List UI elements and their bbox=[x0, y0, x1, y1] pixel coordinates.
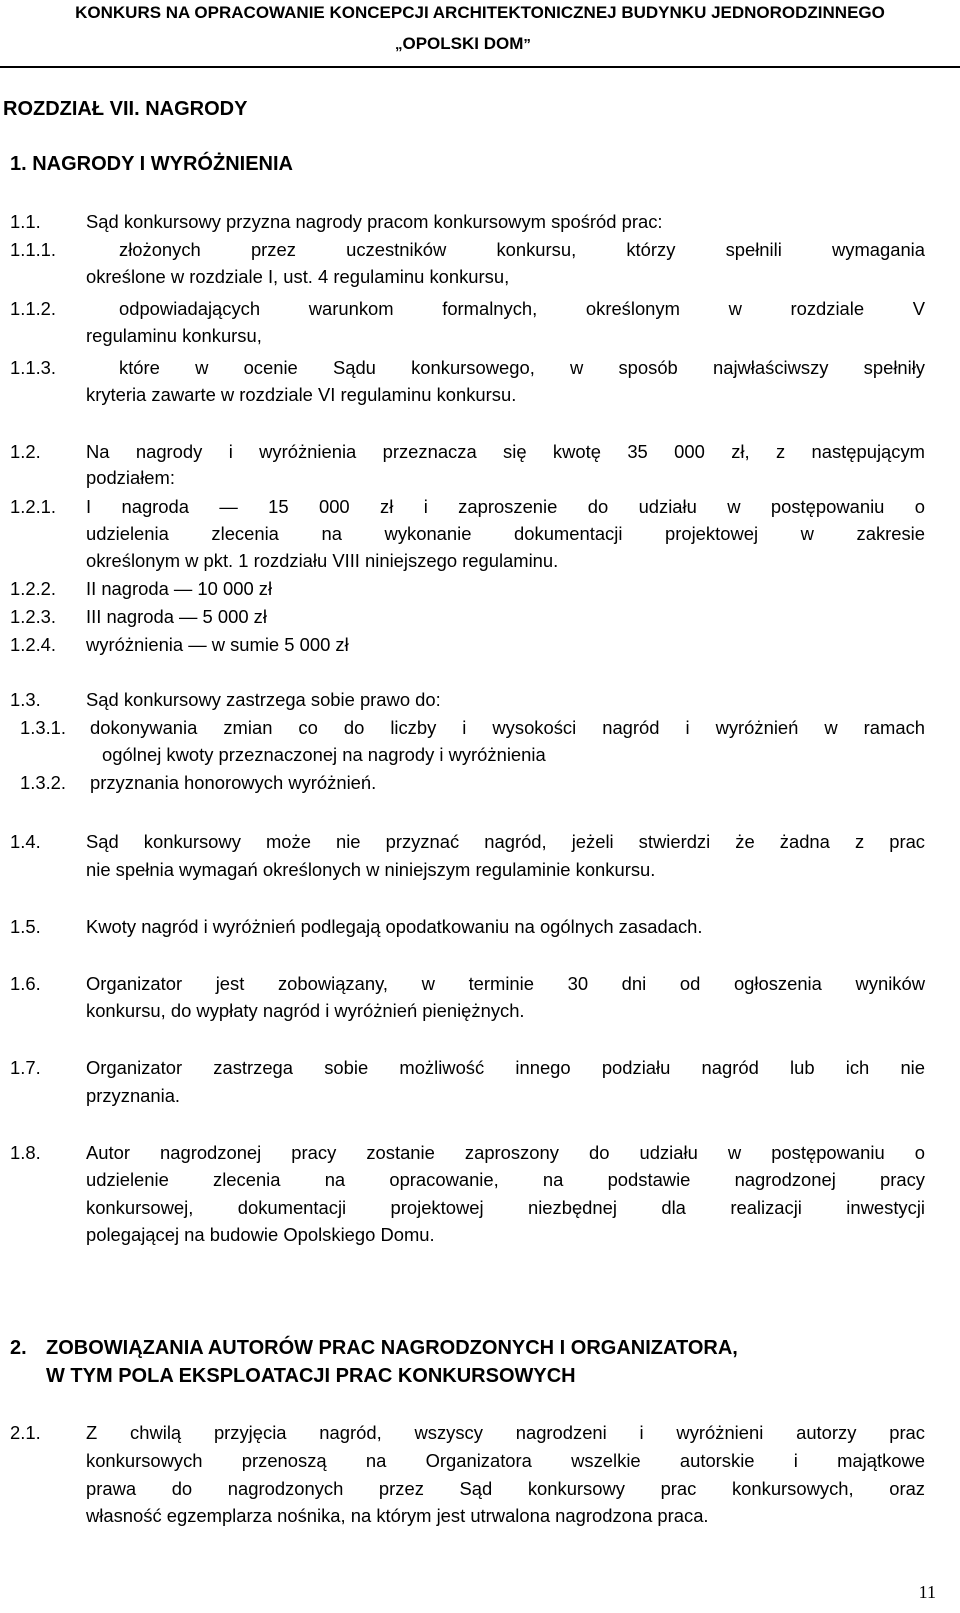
item-number: 1.2.1. bbox=[10, 496, 57, 517]
item-number: 1.1.2. bbox=[10, 298, 57, 319]
item-text-line: określone w rozdziale I, ust. 4 regulaminu konkursu, bbox=[86, 266, 510, 287]
item-text-line: nie spełnia wymagań określonych w niniejszym regulaminie konkursu. bbox=[86, 859, 656, 880]
item-number: 1.2. bbox=[10, 441, 41, 462]
item-number: 1.5. bbox=[10, 916, 41, 937]
section-2-number: 2. bbox=[10, 1337, 27, 1359]
item-number: 1.3.2. bbox=[20, 772, 67, 793]
document-header-title: KONKURS NA OPRACOWANIE KONCEPCJI ARCHITEKTONICZNEJ BUDYNKU JEDNORODZINNEGO bbox=[75, 3, 885, 22]
item-text: Sąd konkursowy przyzna nagrody pracom konkursowym spośród prac: bbox=[86, 211, 663, 232]
item-text: III nagroda — 5 000 zł bbox=[86, 606, 267, 627]
item-text: II nagroda — 10 000 zł bbox=[86, 578, 273, 599]
item-text-line: własność egzemplarza nośnika, na którym jest utrwalona nagrodzona praca. bbox=[86, 1505, 709, 1526]
item-text-line: które w ocenie Sądu konkursowego, w sposób najwłaściwszy spełniły bbox=[119, 357, 925, 378]
item-text-line: regulaminu konkursu, bbox=[86, 325, 262, 346]
item-text-line: określonym w pkt. 1 rozdziału VIII niniejszego regulaminu. bbox=[86, 550, 559, 571]
item-number: 1.3. bbox=[10, 689, 41, 710]
open-quote: „ bbox=[395, 36, 403, 53]
item-number: 1.2.4. bbox=[10, 634, 57, 655]
item-text: Sąd konkursowy zastrzega sobie prawo do: bbox=[86, 689, 441, 710]
section-2-title-line: W TYM POLA EKSPLOATACJI PRAC KONKURSOWYCH bbox=[46, 1365, 576, 1387]
item-text-line: konkursowych przenoszą na Organizatora wszelkie autorskie i majątkowe bbox=[86, 1450, 925, 1471]
item-text-line: Organizator zastrzega sobie możliwość innego podziału nagród lub ich nie bbox=[86, 1057, 925, 1078]
document-header-subtitle bbox=[395, 33, 531, 56]
item-number: 1.7. bbox=[10, 1057, 41, 1078]
section-2-title-line: ZOBOWIĄZANIA AUTORÓW PRAC NAGRODZONYCH I ORGANIZATORA, bbox=[46, 1337, 738, 1359]
item-text-line: dokonywania zmian co do liczby i wysokości nagród i wyróżnień w ramach bbox=[90, 717, 925, 738]
header-rule bbox=[0, 66, 960, 68]
item-text-line: I nagroda — 15 000 zł i zaproszenie do udziału w postępowaniu o bbox=[86, 496, 925, 517]
item-number: 1.1.1. bbox=[10, 239, 57, 260]
chapter-title: ROZDZIAŁ VII. NAGRODY bbox=[3, 98, 248, 120]
subtitle-text: OPOLSKI DOM bbox=[402, 34, 524, 53]
item-number: 1.2.3. bbox=[10, 606, 57, 627]
item-number: 1.4. bbox=[10, 831, 41, 852]
item-text-line: złożonych przez uczestników konkursu, którzy spełnili wymagania bbox=[119, 239, 925, 260]
item-text-line: ogólnej kwoty przeznaczonej na nagrody i wyróżnienia bbox=[102, 744, 546, 765]
item-text-line: Organizator jest zobowiązany, w terminie 30 dni od ogłoszenia wyników bbox=[86, 973, 925, 994]
section-1-title: 1. NAGRODY I WYRÓŻNIENIA bbox=[10, 153, 293, 175]
item-text-line: podziałem: bbox=[86, 467, 175, 488]
close-quote: ” bbox=[523, 36, 531, 53]
item-number: 1.6. bbox=[10, 973, 41, 994]
item-text-line: udzielenie zlecenia na opracowanie, na podstawie nagrodzonej pracy bbox=[86, 1169, 925, 1190]
item-text-line: Z chwilą przyjęcia nagród, wszyscy nagrodzeni i wyróżnieni autorzy prac bbox=[86, 1422, 925, 1443]
item-number: 1.1.3. bbox=[10, 357, 57, 378]
item-text-line: kryteria zawarte w rozdziale VI regulaminu konkursu. bbox=[86, 384, 517, 405]
item-text-line: prawa do nagrodzonych przez Sąd konkursowy prac konkursowych, oraz bbox=[86, 1478, 925, 1499]
item-number: 1.8. bbox=[10, 1142, 41, 1163]
item-text: przyznania honorowych wyróżnień. bbox=[90, 772, 377, 793]
item-text-line: Sąd konkursowy może nie przyznać nagród, jeżeli stwierdzi że żadna z prac bbox=[86, 831, 925, 852]
page-number: 11 bbox=[918, 1582, 936, 1602]
item-number: 1.1. bbox=[10, 211, 41, 232]
item-text-line: Autor nagrodzonej pracy zostanie zaproszony do udziału w postępowaniu o bbox=[86, 1142, 925, 1163]
item-text-line: konkursu, do wypłaty nagród i wyróżnień pieniężnych. bbox=[86, 1000, 525, 1021]
item-number: 1.2.2. bbox=[10, 578, 57, 599]
item-text: wyróżnienia — w sumie 5 000 zł bbox=[86, 634, 349, 655]
item-number: 1.3.1. bbox=[20, 717, 67, 738]
item-text-line: przyznania. bbox=[86, 1085, 181, 1106]
item-text-line: Na nagrody i wyróżnienia przeznacza się kwotę 35 000 zł, z następującym bbox=[86, 441, 925, 462]
item-text-line: udzielenia zlecenia na wykonanie dokumentacji projektowej w zakresie bbox=[86, 523, 925, 544]
item-text-line: konkursowej, dokumentacji projektowej niezbędnej dla realizacji inwestycji bbox=[86, 1197, 925, 1218]
item-text-line: polegającej na budowie Opolskiego Domu. bbox=[86, 1224, 435, 1245]
item-text-line: odpowiadających warunkom formalnych, określonym w rozdziale V bbox=[119, 298, 925, 319]
item-text: Kwoty nagród i wyróżnień podlegają opodatkowaniu na ogólnych zasadach. bbox=[86, 916, 703, 937]
item-number: 2.1. bbox=[10, 1422, 41, 1443]
